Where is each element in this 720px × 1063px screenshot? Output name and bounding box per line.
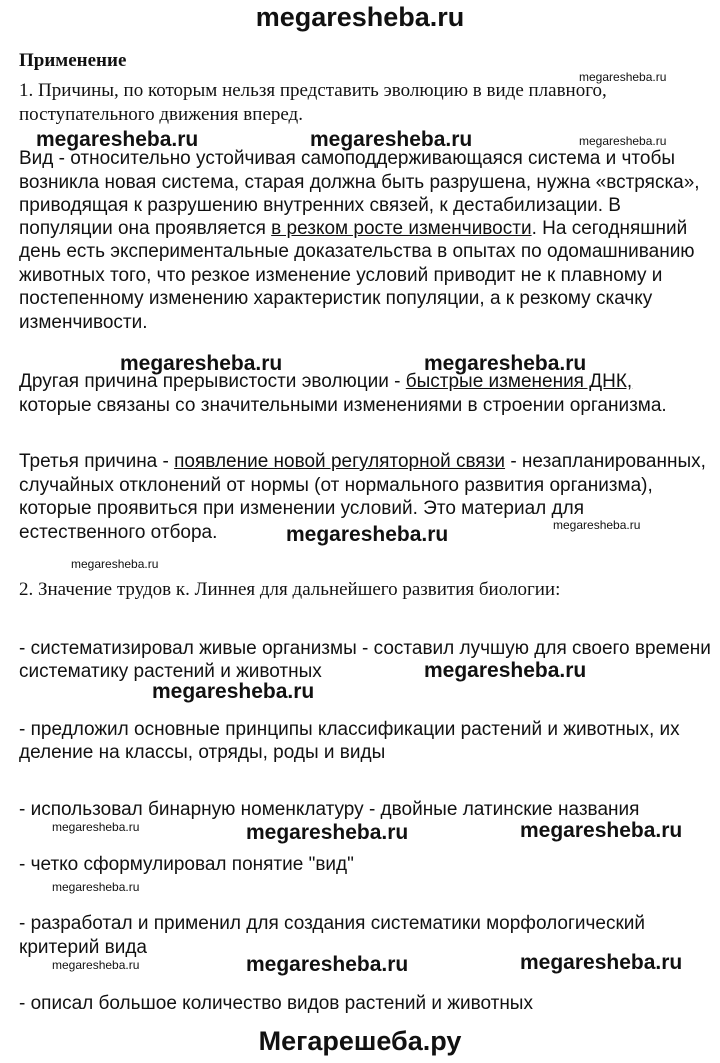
question-1-line: 1. Причины, по которым нельзя представить эволюцию в виде плавного, [19, 80, 607, 101]
section-title: Применение [19, 50, 127, 71]
paragraph-1-line: постепенному изменению характеристик популяции, а к резкому скачку [19, 288, 653, 309]
watermark: megaresheba.ru [520, 951, 683, 974]
watermark: megaresheba.ru [71, 557, 159, 571]
paragraph-1-line: день есть экспериментальные доказательства в опытах по одомашниванию [19, 241, 695, 262]
watermark: megaresheba.ru [152, 680, 315, 703]
watermark: megaresheba.ru [424, 352, 587, 375]
list-item-line: систематику растений и животных [19, 661, 322, 682]
watermark: megaresheba.ru [246, 953, 409, 976]
paragraph-1-line: животных того, что резкое изменение условий приводит не к плавному и [19, 265, 663, 286]
paragraph-1-line: популяции она проявляется в резком росте изменчивости. На сегодняшний [19, 218, 688, 239]
underlined-key-phrase: в резком росте изменчивости [271, 218, 532, 239]
paragraph-1-line: Вид - относительно устойчивая самоподдерживающаяся система и чтобы [19, 148, 675, 169]
underlined-key-phrase: появление новой регуляторной связи [174, 451, 506, 472]
watermark: megaresheba.ru [553, 518, 641, 532]
paragraph-1-line: приводящая к разрушению внутренних связей, к дестабилизации. В [19, 195, 621, 216]
watermark: megaresheba.ru [246, 821, 409, 844]
list-item-line: - описал большое количество видов растений и животных [19, 993, 533, 1014]
list-item-line: деление на классы, отряды, роды и виды [19, 742, 386, 763]
paragraph-2-line: которые связаны со значительными изменениями в строении организма. [19, 395, 667, 416]
paragraph-2-line: Другая причина прерывистости эволюции - быстрые изменения ДНК, [19, 371, 633, 392]
paragraph-1-line: возникла новая система, старая должна быть разрушена, нужна «встряска», [19, 172, 700, 193]
watermark: megaresheba.ru [424, 659, 587, 682]
underlined-key-phrase: быстрые изменения ДНК, [405, 371, 633, 392]
watermark: megaresheba.ru [36, 128, 199, 151]
paragraph-3-line: случайных отклонений от нормы (от нормального развития организма), [19, 475, 653, 496]
watermark: megaresheba.ru [52, 958, 140, 972]
list-item-line: - использовал бинарную номенклатуру - двойные латинские названия [19, 799, 640, 820]
list-item-line: - четко сформулировал понятие "вид" [19, 854, 354, 875]
watermark: megaresheba.ru [52, 880, 140, 894]
paragraph-1-line: изменчивости. [19, 312, 148, 333]
watermark: megaresheba.ru [520, 819, 683, 842]
paragraph-3-line: Третья причина - появление новой регуляторной связи - незапланированных, [19, 451, 706, 472]
paragraph-3-line: которые проявиться при изменении условий. Это материал для [19, 498, 585, 519]
site-header-watermark: megaresheba.ru [255, 2, 465, 32]
site-footer-watermark: Мегарешеба.ру [258, 1026, 462, 1056]
list-item-line: - предложил основные принципы классификации растений и животных, их [19, 719, 680, 740]
watermark: megaresheba.ru [286, 523, 449, 546]
question-1-line: поступательного движения вперед. [19, 104, 303, 125]
question-2: 2. Значение трудов к. Линнея для дальнейшего развития биологии: [19, 579, 561, 600]
paragraph-3-line: естественного отбора. [19, 522, 218, 543]
list-item-line: - систематизировал живые организмы - составил лучшую для своего времени [19, 638, 711, 659]
list-item-line: критерий вида [19, 937, 147, 958]
watermark: megaresheba.ru [579, 70, 667, 84]
watermark: megaresheba.ru [120, 352, 283, 375]
watermark: megaresheba.ru [579, 134, 667, 148]
watermark: megaresheba.ru [310, 128, 473, 151]
list-item-line: - разработал и применил для создания систематики морфологический [19, 913, 646, 934]
watermark: megaresheba.ru [52, 820, 140, 834]
